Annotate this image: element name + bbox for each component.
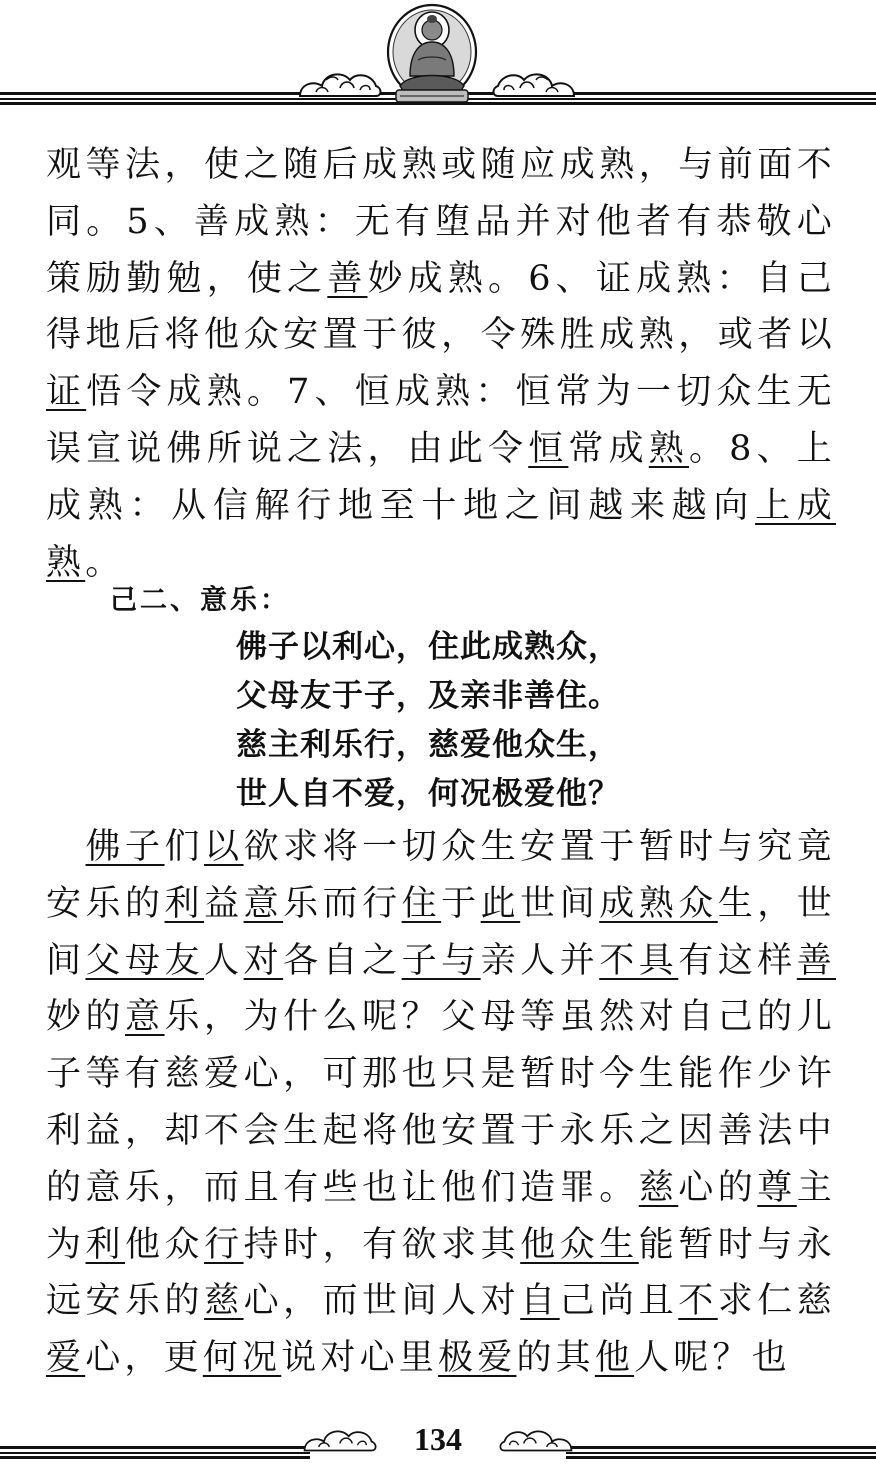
text-run: 。 bbox=[85, 542, 125, 583]
text-run: 有这样 bbox=[678, 940, 797, 981]
text-run: 悟令成熟。7、恒成熟：恒常为一切众生无误宣说佛所说之法，由此令 bbox=[46, 372, 836, 469]
section-title: 己二、意乐： bbox=[110, 585, 290, 616]
cloud-scroll-icon bbox=[296, 66, 382, 100]
text-run: 常成 bbox=[568, 428, 649, 469]
verse-line: 慈主利乐行，慈爱他众生， bbox=[236, 727, 620, 762]
text-run: 说对心里 bbox=[281, 1338, 439, 1379]
underlined-text: 利 bbox=[164, 883, 205, 924]
text-run: 求仁慈 bbox=[717, 1281, 836, 1322]
text-run: 于 bbox=[441, 883, 481, 924]
body-paragraph bbox=[46, 137, 836, 591]
text-run: 们 bbox=[164, 827, 205, 867]
underlined-text: 利 bbox=[85, 1224, 126, 1265]
text-run: 心，更 bbox=[85, 1338, 203, 1379]
underlined-text: 尊 bbox=[757, 1167, 797, 1208]
page-number: 134 bbox=[414, 1421, 462, 1457]
underlined-text: 他众生 bbox=[520, 1224, 639, 1265]
text-run: 世间 bbox=[520, 883, 600, 924]
text-run: 他众 bbox=[125, 1224, 205, 1265]
underlined-text: 住 bbox=[401, 883, 442, 924]
underlined-text: 慈 bbox=[638, 1167, 679, 1208]
underlined-text: 对 bbox=[243, 940, 284, 981]
underlined-text: 善 bbox=[796, 940, 836, 981]
underlined-text: 何况 bbox=[202, 1338, 282, 1379]
body-paragraph bbox=[46, 819, 836, 1387]
text-run: 乐，为什么呢？父母等虽然对自己的儿子等有慈爱心，可那也只是暂时今生能作少许利益，却不会生起将他安置于永乐之因善法中的意乐，而且有些也让他们造罪。 bbox=[46, 997, 836, 1208]
text-run: 能暂时与永远安乐的 bbox=[46, 1224, 836, 1322]
text-run: 主为 bbox=[46, 1167, 836, 1265]
verse-line: 世人自不爱，何况极爱他？ bbox=[236, 776, 620, 811]
underlined-text: 慈 bbox=[204, 1281, 244, 1322]
underlined-text: 恒 bbox=[528, 428, 569, 469]
underlined-text: 行 bbox=[204, 1224, 244, 1265]
underlined-text: 子与 bbox=[401, 940, 481, 981]
verse-line: 佛子以利心，住此成熟众， bbox=[236, 629, 620, 664]
underlined-text: 熟 bbox=[648, 428, 689, 469]
underlined-text: 以 bbox=[204, 827, 244, 867]
text-run: 生，世间 bbox=[46, 883, 836, 981]
underlined-text: 自 bbox=[520, 1281, 560, 1322]
text-run: 持时，有欲求其 bbox=[243, 1224, 521, 1265]
text-run: 。8、上成熟：从信解行地至十地之间越来越向 bbox=[46, 428, 836, 526]
underlined-text: 他 bbox=[594, 1338, 635, 1379]
underlined-text: 极爱 bbox=[438, 1338, 517, 1379]
text-run: 己尚且 bbox=[559, 1281, 679, 1322]
verse-block bbox=[236, 622, 756, 818]
buddha-figure-icon bbox=[384, 2, 480, 108]
text-run: 的其 bbox=[516, 1338, 595, 1379]
underlined-text: 爱 bbox=[46, 1338, 86, 1379]
cloud-scroll-icon bbox=[492, 66, 578, 100]
text-run: 益 bbox=[204, 883, 244, 924]
text-run: 妙的 bbox=[46, 997, 126, 1038]
underlined-text: 佛子 bbox=[85, 827, 165, 867]
underlined-text: 上成熟 bbox=[46, 485, 837, 583]
text-run: 各自之 bbox=[283, 940, 402, 981]
underlined-text: 不具 bbox=[599, 940, 679, 981]
text-run: 亲人并 bbox=[480, 940, 600, 981]
underlined-text: 善 bbox=[327, 258, 368, 299]
text-run: 欲求将一切众生安置于暂时与究竟安乐的 bbox=[46, 827, 836, 924]
text-run: 妙成熟。6、证成熟：自己得地后将他众安置于彼，令殊胜成熟，或者以 bbox=[46, 258, 837, 356]
text-run: 人呢？也 bbox=[634, 1338, 791, 1379]
text-run: 观等法，使之随后成熟或随应成熟，与前面不同。5、善成熟：无有堕品并对他者有恭敬心策励勤勉，使之 bbox=[46, 145, 836, 299]
underlined-text: 不 bbox=[678, 1281, 718, 1322]
text-run: 心的 bbox=[678, 1167, 758, 1208]
verse-line: 父母友于子，及亲非善住。 bbox=[236, 678, 620, 713]
text-run: 人 bbox=[204, 940, 244, 981]
underlined-text: 此 bbox=[480, 883, 521, 924]
text-run bbox=[46, 827, 86, 867]
underlined-text: 证 bbox=[46, 372, 87, 413]
underlined-text: 父母友 bbox=[85, 940, 205, 981]
text-run: 乐而行 bbox=[283, 883, 402, 924]
underlined-text: 意 bbox=[125, 997, 165, 1038]
text-run: 心，而世间人对 bbox=[243, 1281, 521, 1322]
underlined-text: 意 bbox=[243, 883, 284, 924]
underlined-text: 成熟众 bbox=[599, 883, 718, 924]
